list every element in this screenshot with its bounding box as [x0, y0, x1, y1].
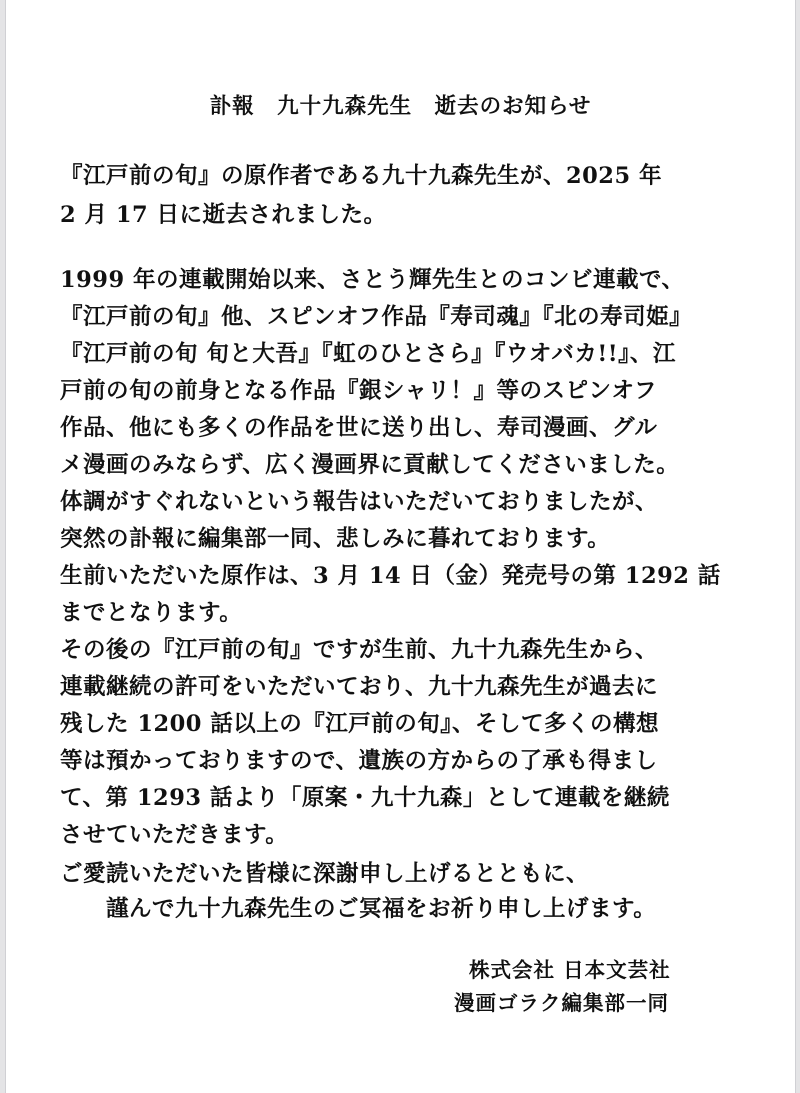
paragraph-2-line-4: 戸前の旬の前身となる作品『銀シャリ！』等のスピンオフ: [60, 378, 657, 404]
paragraph-2-line-15: て、第 1293 話より「原案・九十九森」として連載を継続: [60, 785, 670, 811]
paragraph-2-line-7: 体調がすぐれないという報告はいただいておりましたが、: [60, 489, 659, 515]
document-title: 訃報 九十九森先生 逝去のお知らせ: [209, 94, 592, 119]
document-page: [5, 0, 796, 1093]
paragraph-2-line-12: 連載継続の許可をいただいており、九十九森先生が過去に: [60, 674, 659, 700]
signature-company: 株式会社 日本文芸社: [469, 958, 671, 982]
paragraph-2-line-13: 残した 1200 話以上の『江戸前の旬』、そして多くの構想: [60, 711, 660, 737]
signature-department: 漫画ゴラク編集部一同: [454, 991, 669, 1015]
paragraph-2-line-16: させていただきます。: [60, 822, 289, 848]
paragraph-2-line-6: メ漫画のみならず、広く漫画界に貢献してくださいました。: [60, 452, 680, 478]
paragraph-1-line-1: 『江戸前の旬』の原作者である九十九森先生が、2025 年: [60, 163, 662, 189]
paragraph-2-line-5: 作品、他にも多くの作品を世に送り出し、寿司漫画、グル: [60, 415, 658, 441]
paragraph-2-line-9: 生前いただいた原作は、3 月 14 日（金）発売号の第 1292 話: [60, 563, 721, 589]
paragraph-3-line-1: ご愛読いただいた皆様に深謝申し上げるとともに、: [60, 861, 590, 887]
paragraph-2-line-10: までとなります。: [60, 600, 243, 626]
paragraph-2-line-2: 『江戸前の旬』他、スピンオフ作品『寿司魂』『北の寿司姫』: [60, 304, 693, 330]
paragraph-1-line-2: 2 月 17 日に逝去されました。: [60, 202, 387, 228]
paragraph-2-line-14: 等は預かっておりますので、遺族の方からの了承も得まし: [60, 748, 658, 774]
paragraph-2-line-8: 突然の訃報に編集部一同、悲しみに暮れております。: [60, 526, 611, 552]
paragraph-2-line-3: 『江戸前の旬 旬と大吾』『虹のひとさら』『ウオバカ!!』、江: [60, 341, 676, 367]
paragraph-2-line-1: 1999 年の連載開始以来、さとう輝先生とのコンビ連載で、: [60, 267, 685, 293]
paragraph-2-line-11: その後の『江戸前の旬』ですが生前、九十九森先生から、: [60, 637, 659, 663]
paragraph-3-line-2: 謹んで九十九森先生のご冥福をお祈り申し上げます。: [106, 896, 657, 922]
